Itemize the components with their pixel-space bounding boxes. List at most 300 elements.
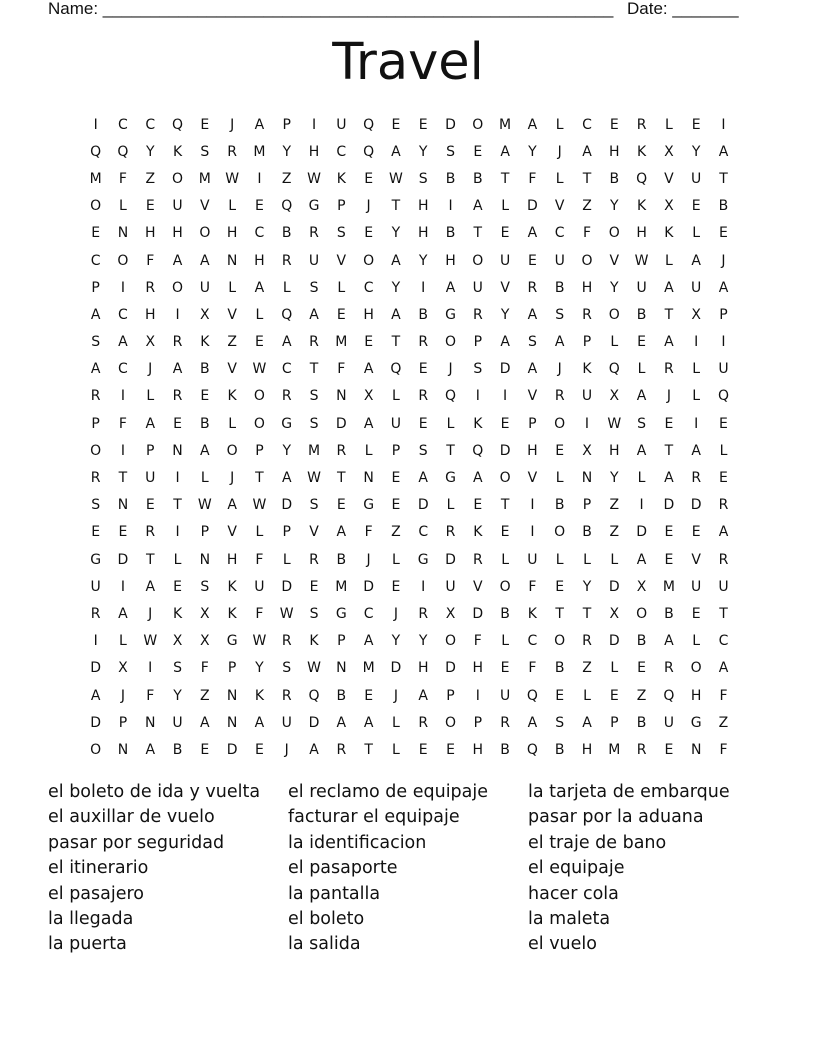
grid-letter: U [663, 714, 674, 731]
grid-letter: L [583, 687, 591, 704]
grid-letter: X [118, 660, 128, 677]
grid-letter: A [636, 442, 647, 459]
word-list-item: el pasaporte [288, 858, 398, 879]
grid-letter: A [254, 279, 265, 296]
grid-letter: T [118, 470, 128, 487]
grid-letter: R [172, 334, 183, 351]
grid-letter: C [527, 633, 538, 650]
grid-letter: E [609, 687, 619, 704]
grid-letter: E [200, 388, 210, 405]
grid-letter: A [527, 225, 538, 242]
grid-letter: T [446, 442, 455, 459]
grid-letter: N [172, 442, 183, 459]
grid-letter: Q [281, 198, 293, 215]
grid-letter: T [145, 551, 155, 568]
grid-letter: L [337, 279, 346, 296]
grid-letter: E [91, 524, 101, 541]
grid-letter: A [90, 306, 101, 323]
grid-letter: Q [390, 361, 402, 378]
grid-letter: F [719, 741, 728, 758]
grid-letter: Y [391, 279, 401, 296]
grid-letter: J [557, 361, 562, 378]
grid-letter: G [690, 714, 702, 731]
grid-letter: Q [444, 388, 457, 405]
grid-letter: P [337, 633, 346, 650]
grid-letter: A [691, 252, 701, 269]
grid-letter: T [500, 497, 510, 514]
grid-letter: N [336, 388, 347, 405]
grid-letter: N [145, 714, 156, 731]
grid-letter: O [199, 225, 211, 242]
grid-letter: W [143, 633, 158, 650]
grid-letter: J [120, 687, 126, 704]
grid-letter: O [444, 334, 457, 351]
grid-letter: D [445, 660, 456, 677]
grid-letter: A [172, 252, 183, 269]
grid-letter: U [636, 279, 647, 296]
grid-letter: T [500, 170, 510, 187]
grid-letter: L [610, 551, 619, 568]
grid-letter: E [418, 415, 428, 432]
grid-letter: Y [691, 143, 701, 160]
grid-letter: Y [582, 578, 592, 595]
grid-letter: E [719, 415, 728, 432]
grid-letter: K [636, 143, 647, 160]
grid-letter: R [582, 633, 592, 650]
word-list-item: la puerta [48, 934, 127, 955]
grid-letter: L [637, 470, 646, 487]
grid-letter: I [93, 633, 98, 650]
grid-letter: H [472, 741, 484, 758]
grid-letter: B [200, 415, 210, 432]
grid-letter: Y [255, 660, 264, 677]
word-list-item: hacer cola [528, 883, 619, 904]
grid-letter: U [336, 116, 347, 133]
grid-letter: O [690, 660, 702, 677]
grid-letter: B [718, 198, 729, 215]
grid-letter: R [145, 524, 156, 541]
grid-letter: G [363, 497, 375, 514]
grid-letter: E [555, 578, 565, 595]
grid-letter: P [391, 442, 401, 459]
grid-letter: D [117, 551, 129, 568]
grid-letter: C [582, 116, 592, 133]
grid-letter: T [337, 470, 346, 487]
grid-letter: T [309, 361, 319, 378]
grid-letter: P [337, 198, 346, 215]
grid-letter: A [664, 279, 674, 296]
grid-letter: N [581, 470, 593, 487]
grid-letter: C [336, 143, 347, 160]
grid-letter: H [172, 225, 183, 242]
grid-letter: A [718, 143, 729, 160]
grid-letter: C [118, 361, 128, 378]
grid-letter: F [146, 252, 155, 269]
grid-letter: G [417, 551, 429, 568]
grid-letter: L [692, 633, 701, 650]
grid-letter: E [91, 225, 101, 242]
grid-letter: T [719, 605, 728, 622]
grid-letter: G [445, 306, 456, 323]
grid-letter: H [254, 252, 265, 269]
grid-letter: I [694, 334, 699, 351]
grid-letter: O [363, 252, 375, 269]
grid-letter: L [255, 524, 264, 541]
grid-letter: D [335, 415, 347, 432]
grid-letter: F [528, 578, 537, 595]
grid-letter: N [226, 714, 238, 731]
word-list-item: la tarjeta de embarque [528, 782, 730, 802]
grid-letter: E [500, 225, 510, 242]
grid-letter: D [281, 578, 293, 595]
grid-letter: R [418, 388, 429, 405]
grid-letter: U [172, 714, 183, 731]
grid-letter: J [366, 551, 371, 568]
grid-letter: M [608, 741, 621, 758]
grid-letter: E [527, 252, 537, 269]
grid-letter: A [636, 388, 647, 405]
grid-letter: E [255, 198, 264, 215]
word-list-item: el pasajero [48, 883, 145, 904]
grid-letter: F [146, 687, 155, 704]
grid-letter: R [445, 524, 456, 541]
grid-letter: A [718, 524, 729, 541]
grid-letter: Q [308, 687, 320, 704]
grid-letter: I [475, 687, 480, 704]
grid-letter: R [145, 279, 156, 296]
grid-letter: C [418, 524, 429, 541]
grid-letter: I [120, 578, 126, 595]
grid-letter: A [691, 442, 701, 459]
grid-letter: E [473, 143, 483, 160]
grid-letter: O [90, 442, 102, 459]
grid-letter: R [309, 334, 319, 351]
grid-letter: Z [391, 524, 401, 541]
grid-letter: K [227, 578, 237, 595]
word-list-item: el vuelo [528, 934, 597, 955]
grid-letter: E [664, 551, 674, 568]
grid-letter: O [117, 252, 129, 269]
grid-letter: B [500, 605, 510, 622]
grid-letter: S [309, 605, 319, 622]
grid-letter: V [336, 252, 347, 269]
grid-letter: B [336, 687, 347, 704]
grid-letter: Z [145, 170, 156, 187]
grid-letter: X [445, 605, 456, 622]
grid-letter: R [472, 551, 483, 568]
grid-letter: Y [528, 143, 537, 160]
grid-letter: U [172, 198, 183, 215]
grid-letter: E [418, 741, 428, 758]
grid-letter: Q [363, 116, 375, 133]
grid-letter: Y [391, 225, 401, 242]
grid-letter: A [718, 279, 729, 296]
grid-letter: U [554, 252, 565, 269]
grid-letter: N [336, 660, 347, 677]
grid-letter: P [146, 442, 155, 459]
grid-letter: E [500, 660, 510, 677]
grid-letter: B [500, 741, 510, 758]
grid-letter: A [500, 334, 510, 351]
grid-letter: I [175, 524, 180, 541]
grid-letter: U [145, 470, 156, 487]
word-list-item: el traje de bano [528, 832, 667, 853]
grid-letter: L [555, 170, 564, 187]
grid-letter: B [636, 306, 647, 323]
grid-letter: W [634, 252, 649, 269]
grid-letter: X [636, 578, 647, 595]
grid-letter: K [582, 361, 592, 378]
word-list-item: la identificacion [288, 832, 427, 853]
grid-letter: R [500, 714, 510, 731]
grid-letter: J [666, 388, 671, 405]
grid-letter: H [690, 687, 702, 704]
grid-letter: V [500, 279, 510, 296]
grid-letter: D [636, 524, 647, 541]
grid-letter: S [173, 660, 182, 677]
grid-letter: L [200, 470, 209, 487]
grid-letter: W [197, 497, 212, 514]
grid-letter: G [335, 605, 347, 622]
grid-letter: A [418, 470, 428, 487]
grid-letter: C [145, 116, 156, 133]
grid-letter: D [445, 116, 456, 133]
grid-letter: I [120, 388, 126, 405]
grid-letter: Z [227, 334, 237, 351]
name-field[interactable]: Name: ______________________________________________________ [48, 0, 614, 18]
grid-letter: I [503, 388, 508, 405]
grid-letter: H [417, 225, 429, 242]
grid-letter: E [500, 415, 510, 432]
grid-letter: B [172, 741, 183, 758]
grid-letter: U [90, 578, 101, 595]
grid-letter: O [253, 388, 265, 405]
grid-letter: T [391, 198, 401, 215]
word-list-item: facturar el equipaje [288, 807, 460, 828]
grid-letter: L [228, 279, 237, 296]
grid-letter: R [90, 388, 101, 405]
grid-letter: T [391, 334, 401, 351]
grid-letter: S [637, 415, 647, 432]
grid-letter: I [311, 116, 317, 133]
grid-letter: R [227, 143, 237, 160]
grid-letter: A [200, 714, 210, 731]
grid-letter: V [309, 524, 319, 541]
grid-letter: K [309, 633, 319, 650]
grid-letter: T [582, 170, 592, 187]
grid-letter: Y [145, 143, 155, 160]
word-list-item: la maleta [528, 908, 611, 929]
grid-letter: E [637, 660, 647, 677]
grid-letter: Q [90, 143, 102, 160]
grid-letter: A [391, 252, 401, 269]
date-field[interactable]: Date: _______ [627, 0, 739, 18]
grid-letter: A [281, 470, 292, 487]
grid-letter: F [528, 660, 537, 677]
word-list-item: el equipaje [528, 858, 625, 879]
grid-letter: T [555, 605, 564, 622]
grid-letter: K [200, 334, 210, 351]
grid-letter: B [554, 660, 565, 677]
grid-letter: H [527, 442, 538, 459]
grid-letter: U [691, 578, 702, 595]
grid-letter: A [90, 687, 101, 704]
grid-letter: D [663, 497, 675, 514]
grid-letter: R [281, 388, 292, 405]
grid-letter: Z [609, 524, 620, 541]
grid-letter: Q [363, 143, 375, 160]
grid-letter: F [255, 605, 264, 622]
grid-letter: L [173, 551, 182, 568]
grid-letter: E [364, 334, 374, 351]
grid-letter: I [530, 524, 535, 541]
grid-letter: S [309, 388, 319, 405]
grid-letter: Y [610, 198, 619, 215]
grid-letter: T [173, 497, 182, 514]
grid-letter: I [421, 279, 426, 296]
grid-letter: U [718, 578, 729, 595]
grid-letter: P [528, 415, 537, 432]
grid-letter: R [718, 551, 729, 568]
grid-letter: L [719, 442, 728, 459]
header-line [48, 0, 768, 20]
grid-letter: R [718, 497, 729, 514]
grid-letter: A [636, 551, 647, 568]
grid-letter: I [120, 442, 126, 459]
grid-letter: D [527, 198, 538, 215]
word-list-item: el reclamo de equipaje [288, 782, 489, 802]
grid-letter: W [307, 170, 321, 187]
grid-letter: R [472, 306, 483, 323]
grid-letter: H [581, 741, 593, 758]
grid-letter: A [664, 633, 674, 650]
grid-letter: A [527, 116, 538, 133]
grid-letter: N [226, 687, 238, 704]
grid-letter: M [307, 442, 321, 459]
grid-letter: A [309, 741, 319, 758]
grid-letter: L [146, 388, 155, 405]
grid-letter: Y [418, 143, 428, 160]
grid-letter: N [199, 551, 211, 568]
grid-letter: W [307, 660, 321, 677]
grid-letter: Y [282, 143, 291, 160]
grid-letter: J [393, 687, 398, 704]
grid-letter: U [718, 361, 729, 378]
grid-letter: W [225, 170, 240, 187]
grid-letter: I [421, 578, 426, 595]
grid-letter: Q [526, 741, 538, 758]
grid-letter: E [691, 116, 701, 133]
grid-letter: H [363, 306, 374, 323]
grid-letter: U [527, 551, 538, 568]
grid-letter: A [172, 361, 183, 378]
grid-letter: B [200, 361, 210, 378]
grid-letter: I [148, 660, 153, 677]
grid-letter: T [364, 741, 373, 758]
grid-letter: V [691, 551, 701, 568]
grid-letter: J [148, 605, 153, 622]
grid-letter: O [90, 741, 102, 758]
grid-letter: Y [500, 306, 510, 323]
grid-letter: C [90, 252, 101, 269]
grid-letter: A [718, 660, 729, 677]
grid-letter: O [499, 578, 511, 595]
grid-letter: O [472, 116, 484, 133]
grid-letter: X [691, 306, 701, 323]
grid-letter: H [144, 225, 156, 242]
grid-letter: R [309, 225, 319, 242]
grid-letter: U [390, 415, 402, 432]
grid-letter: O [444, 714, 457, 731]
grid-letter: E [609, 116, 619, 133]
grid-letter: W [607, 415, 622, 432]
grid-letter: V [227, 524, 237, 541]
grid-letter: S [527, 334, 537, 351]
grid-letter: A [391, 143, 401, 160]
grid-letter: L [692, 361, 701, 378]
grid-letter: F [118, 415, 127, 432]
grid-letter: P [582, 334, 592, 351]
grid-letter: E [500, 524, 510, 541]
grid-letter: B [554, 497, 565, 514]
grid-letter: V [527, 470, 538, 487]
grid-letter: F [200, 660, 209, 677]
grid-letter: H [636, 225, 647, 242]
grid-letter: C [363, 605, 374, 622]
grid-letter: D [226, 741, 238, 758]
grid-letter: T [473, 225, 483, 242]
grid-letter: O [444, 633, 457, 650]
grid-letter: Q [472, 442, 484, 459]
grid-letter: B [664, 605, 674, 622]
grid-letter: A [418, 687, 428, 704]
grid-letter: K [172, 605, 183, 622]
grid-letter: R [172, 388, 183, 405]
grid-letter: U [281, 714, 292, 731]
grid-letter: D [608, 633, 620, 650]
grid-letter: C [118, 306, 128, 323]
grid-letter: A [118, 334, 128, 351]
grid-letter: A [227, 497, 237, 514]
grid-letter: A [363, 714, 374, 731]
word-search-grid [82, 111, 737, 764]
grid-letter: X [200, 605, 210, 622]
grid-letter: E [255, 334, 264, 351]
grid-letter: Y [391, 633, 401, 650]
grid-letter: E [309, 578, 319, 595]
grid-letter: E [145, 198, 155, 215]
grid-letter: C [281, 361, 292, 378]
grid-letter: S [446, 143, 455, 160]
grid-letter: X [664, 143, 674, 160]
grid-letter: V [527, 388, 538, 405]
grid-letter: B [281, 225, 292, 242]
grid-letter: R [527, 279, 538, 296]
grid-letter: S [309, 497, 319, 514]
grid-letter: E [391, 116, 401, 133]
grid-letter: P [91, 415, 100, 432]
grid-letter: Z [281, 170, 292, 187]
grid-letter: F [528, 170, 537, 187]
grid-letter: R [281, 252, 292, 269]
grid-letter: Q [172, 116, 184, 133]
grid-letter: E [664, 415, 674, 432]
grid-letter: J [230, 116, 235, 133]
grid-letter: T [719, 170, 728, 187]
grid-letter: B [609, 170, 620, 187]
grid-letter: R [281, 633, 292, 650]
grid-letter: G [226, 633, 238, 650]
